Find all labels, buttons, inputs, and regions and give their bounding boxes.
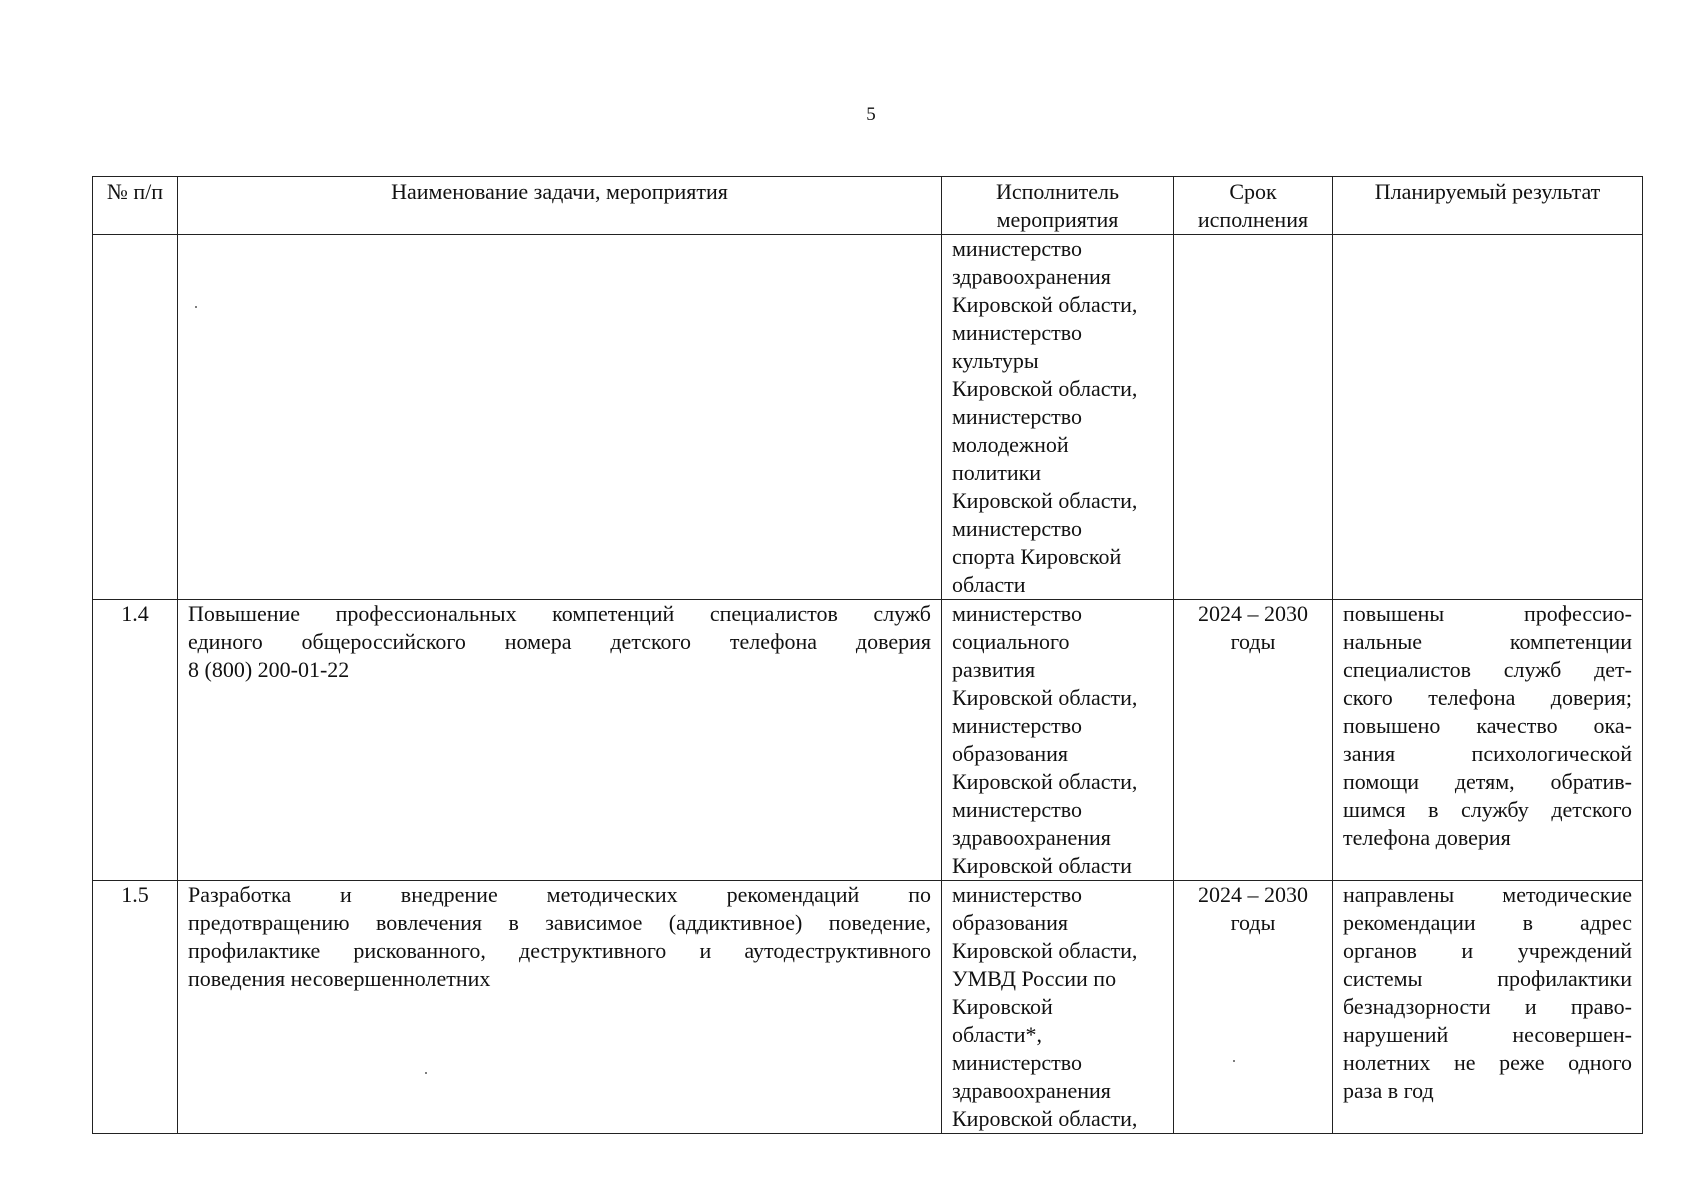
result-cell-line: нальные компетенции	[1343, 629, 1632, 654]
executor-cell-line: Кировской области,	[952, 685, 1138, 710]
executor-cell-line: здравоохранения	[952, 1078, 1111, 1103]
scan-speck	[425, 1072, 427, 1074]
result-cell-line: системы профилактики	[1343, 966, 1632, 991]
result-cell-line: специалистов служб дет-	[1343, 657, 1632, 682]
header-term: Срок исполнения	[1174, 177, 1333, 235]
term-cell	[1174, 600, 1333, 881]
result-cell-line: повышено качество ока-	[1343, 713, 1632, 738]
executor-cell-line: образования	[952, 741, 1069, 766]
term-cell-line: годы	[1230, 629, 1276, 654]
term-cell-line: годы	[1230, 910, 1276, 935]
scan-speck	[195, 306, 197, 308]
header-result: Планируемый результат	[1333, 177, 1643, 235]
executor-cell-line: культуры	[952, 348, 1039, 373]
executor-cell-line: министерство	[952, 601, 1083, 626]
table-row	[93, 600, 1643, 881]
header-num: № п/п	[93, 177, 178, 235]
row-number: 1.5	[93, 881, 178, 1134]
task-description	[178, 235, 942, 600]
executor-cell-line: области*,	[952, 1022, 1043, 1047]
executor-cell-line: спорта Кировской	[952, 544, 1122, 569]
task-description-line: Разработка и внедрение методических рекомендаций по	[188, 882, 931, 907]
executor-cell-line: Кировской области,	[952, 292, 1138, 317]
row-number	[93, 235, 178, 600]
executor-cell-line: здравоохранения	[952, 264, 1111, 289]
task-description-line: 8 (800) 200-01-22	[188, 657, 350, 682]
row-number: 1.4	[93, 600, 178, 881]
executor-cell	[942, 235, 1174, 600]
result-cell-line: направлены методические	[1343, 882, 1632, 907]
result-cell-line: нолетних не реже одного	[1343, 1050, 1632, 1075]
executor-cell-line: министерство	[952, 713, 1083, 738]
executor-cell-line: Кировской	[952, 994, 1053, 1019]
executor-cell-line: образования	[952, 910, 1069, 935]
table-header-row	[93, 177, 1643, 235]
result-cell-line: раза в год	[1343, 1078, 1434, 1103]
executor-cell-line: Кировской области	[952, 853, 1132, 878]
result-cell-line: повышены профессио-	[1343, 601, 1632, 626]
executor-cell-line: министерство	[952, 882, 1083, 907]
executor-cell-line: здравоохранения	[952, 825, 1111, 850]
result-cell-line: помощи детям, обратив-	[1343, 769, 1632, 794]
result-cell-line: шимся в службу детского	[1343, 797, 1632, 822]
executor-cell-line: министерство	[952, 320, 1083, 345]
executor-cell	[942, 881, 1174, 1134]
executor-cell-line: политики	[952, 460, 1042, 485]
task-description-line: единого общероссийского номера детского телефона доверия	[188, 629, 931, 654]
executor-cell-line: социального	[952, 629, 1070, 654]
result-cell-line: органов и учреждений	[1343, 938, 1632, 963]
result-cell-line: нарушений несовершен-	[1343, 1022, 1632, 1047]
result-cell-line: телефона доверия	[1343, 825, 1511, 850]
executor-cell	[942, 600, 1174, 881]
task-description-line: профилактике рискованного, деструктивного и аутодеструктивного	[188, 938, 931, 963]
executor-cell-line: развития	[952, 657, 1036, 682]
executor-cell-line: Кировской области,	[952, 769, 1138, 794]
task-description-line: Повышение профессиональных компетенций специалистов служб	[188, 601, 931, 626]
result-cell-line: рекомендации в адрес	[1343, 910, 1632, 935]
executor-cell-line: УМВД России по	[952, 966, 1117, 991]
task-description	[178, 600, 942, 881]
term-cell-line: 2024 – 2030	[1198, 882, 1308, 907]
result-cell-line: безнадзорности и право-	[1343, 994, 1632, 1019]
executor-cell-line: министерство	[952, 1050, 1083, 1075]
result-cell-line: зания психологической	[1343, 741, 1632, 766]
table-row	[93, 881, 1643, 1134]
term-cell	[1174, 235, 1333, 600]
action-plan-table	[92, 176, 1643, 1134]
executor-cell-line: министерство	[952, 797, 1083, 822]
executor-cell-line: Кировской области,	[952, 488, 1138, 513]
result-cell	[1333, 600, 1643, 881]
task-description	[178, 881, 942, 1134]
task-description-line: поведения несовершеннолетних	[188, 966, 491, 991]
term-cell-line: 2024 – 2030	[1198, 601, 1308, 626]
executor-cell-line: Кировской области,	[952, 376, 1138, 401]
executor-cell-line: Кировской области,	[952, 938, 1138, 963]
executor-cell-line: молодежной	[952, 432, 1069, 457]
executor-cell-line: области	[952, 572, 1026, 597]
table-row	[93, 235, 1643, 600]
executor-cell-line: министерство	[952, 516, 1083, 541]
term-cell	[1174, 881, 1333, 1134]
result-cell	[1333, 235, 1643, 600]
scan-speck	[1233, 1060, 1235, 1062]
executor-cell-line: министерство	[952, 236, 1083, 261]
executor-cell-line: Кировской области,	[952, 1106, 1138, 1131]
header-task: Наименование задачи, мероприятия	[178, 177, 942, 235]
header-executor: Исполнитель мероприятия	[942, 177, 1174, 235]
page-number: 5	[866, 104, 876, 125]
result-cell-line: ского телефона доверия;	[1343, 685, 1632, 710]
executor-cell-line: министерство	[952, 404, 1083, 429]
task-description-line: предотвращению вовлечения в зависимое (аддиктивное) поведение,	[188, 910, 931, 935]
result-cell	[1333, 881, 1643, 1134]
